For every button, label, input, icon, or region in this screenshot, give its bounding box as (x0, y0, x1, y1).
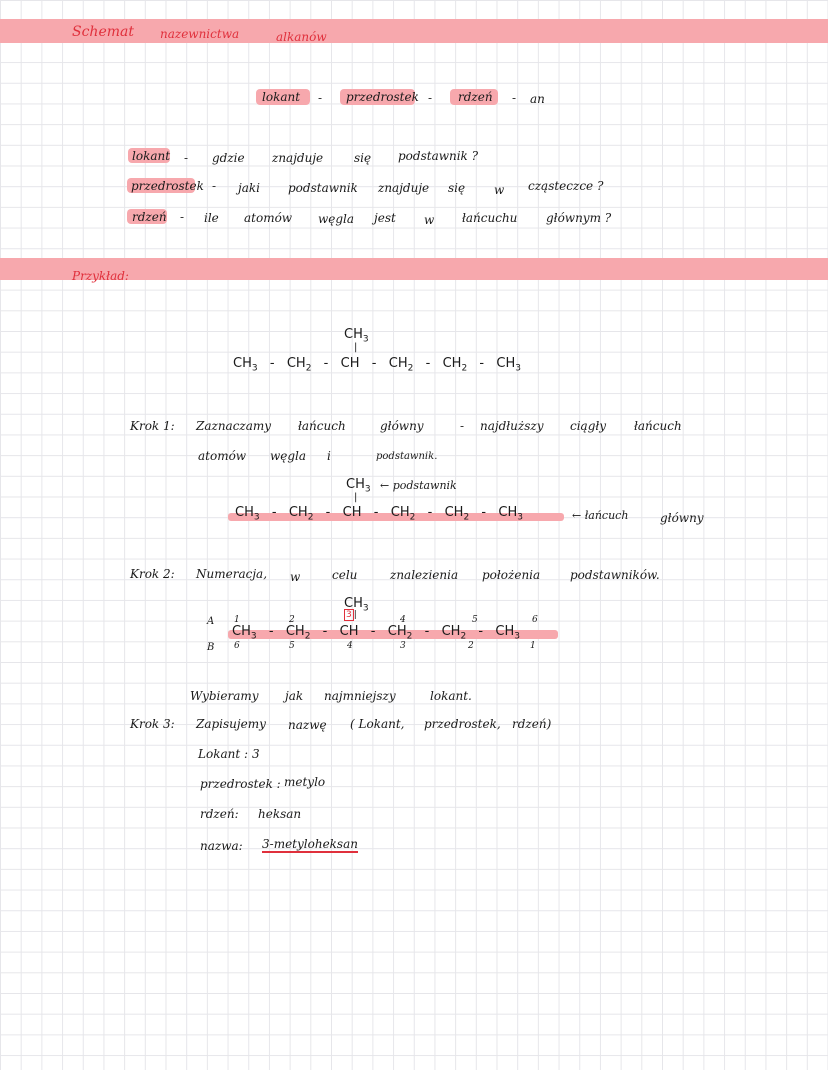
example-top-ch3: $CH_3$ (344, 327, 369, 345)
step1-w4: - (460, 419, 465, 433)
def-rdzen-label: rdzeń (132, 210, 167, 224)
step1-sub-ch3: $CH_3$ (346, 477, 371, 495)
step1-chain: $CH_3 - CH_2$ - CH - $CH_2 - CH_2 - CH_3$ (235, 505, 523, 523)
step1-sub-note: ← podstawnik (380, 479, 457, 492)
def-rdzen-w6: łańcuchu (462, 211, 518, 225)
def-lokant-w1: gdzie (212, 151, 245, 165)
step3-nazwa-label: nazwa: (200, 839, 243, 853)
example-chain: $CH_3 - CH_2$ - CH - $CH_2 - CH_2 - CH_3$ (233, 356, 521, 374)
def-rdzen-w7: głównym ? (546, 211, 612, 225)
step3-w5: rdzeń) (512, 717, 552, 731)
def-rdzen-w2: atomów (244, 211, 293, 225)
step3-w1: Zapisujemy (196, 717, 266, 731)
header-word-3: alkanów (276, 30, 327, 44)
step1-chain-note: ← łańcuch (572, 509, 629, 522)
step3-w3: ( Lokant, (350, 717, 405, 731)
def-lokant-dash: - (184, 151, 189, 165)
num-a-5: 5 (472, 615, 478, 625)
step2-w4: znalezienia (390, 568, 459, 582)
num-b-4: 4 (347, 641, 353, 651)
num-b-2: 2 (468, 641, 474, 651)
step3-przedrostek-value: metylo (284, 775, 326, 789)
step1-w1: Zaznaczamy (196, 419, 272, 433)
step3-w2: nazwę (288, 718, 327, 732)
example-label: Przykład: (72, 269, 129, 283)
formula-dash-2: - (428, 91, 433, 105)
def-przedrostek-w2: podstawnik (288, 181, 358, 195)
step3-nazwa-value: 3-metyloheksan (262, 837, 358, 851)
formula-dash-1: - (318, 91, 323, 105)
step2-w1: Numeracja, (196, 567, 268, 581)
step3-przedrostek-label: przedrostek : (200, 777, 281, 791)
step2-sub-box: 3 | (346, 610, 357, 620)
step1-l2-w3: i (327, 449, 331, 463)
choose-w1: Wybieramy (190, 689, 259, 703)
step2-label: Krok 2: (130, 567, 175, 581)
step1-sub-bond: | (354, 492, 358, 503)
def-lokant-w3: się (354, 151, 372, 165)
header-word-1: Schemat (72, 24, 134, 40)
step1-w5: najdłuższy (480, 419, 544, 433)
num-a-1: 1 (234, 615, 240, 625)
step2-w3: celu (332, 568, 358, 582)
def-rdzen-w4: jest (374, 211, 396, 225)
step2-chain: $CH_3 - CH_2$ - CH - $CH_2 - CH_2 - CH_3$ (232, 624, 520, 642)
header-word-2: nazewnictwa (160, 27, 240, 41)
step1-chain-note2: główny (660, 511, 704, 525)
step3-lokant-label: Lokant : (198, 747, 249, 761)
def-przedrostek-w3: znajduje (378, 181, 430, 195)
step2-w6: podstawników. (570, 568, 660, 582)
def-przedrostek-w4: się (448, 181, 466, 195)
formula-rdzen: rdzeń (458, 90, 493, 104)
def-rdzen-w3: węgla (318, 212, 355, 226)
num-b-5: 5 (289, 641, 295, 651)
choose-w4: lokant. (430, 689, 472, 703)
step2-w5: położenia (482, 568, 541, 582)
step1-w6: ciągły (570, 419, 607, 433)
def-przedrostek-w6: cząsteczce ? (528, 179, 604, 193)
def-lokant-w2: znajduje (272, 151, 324, 165)
formula-przedrostek: przedrostek (346, 90, 419, 104)
step1-label: Krok 1: (130, 419, 175, 433)
choose-w2: jak (285, 689, 304, 703)
step1-l2-w1: atomów (198, 449, 247, 463)
step3-rdzen-value: heksan (258, 807, 302, 821)
def-przedrostek-label: przedrostek (131, 179, 204, 193)
def-lokant-label: lokant (132, 149, 171, 163)
step2-sub-ch3: $CH_3$ (344, 596, 369, 614)
num-a-6: 6 (532, 615, 538, 625)
num-b-3: 3 (400, 641, 406, 651)
step3-rdzen-label: rdzeń: (200, 807, 239, 821)
step1-w3: główny (380, 419, 424, 433)
num-b-1: 1 (530, 641, 536, 651)
def-rdzen-w1: ile (204, 211, 219, 225)
def-lokant-w4: podstawnik ? (398, 149, 479, 163)
step1-l2-w4: podstawnik. (376, 451, 438, 462)
def-przedrostek-w5: w (494, 183, 505, 197)
def-przedrostek-w1: jaki (238, 181, 260, 195)
num-b-6: 6 (234, 641, 240, 651)
def-rdzen-w5: w (424, 213, 435, 227)
num-a-2: 2 (289, 615, 295, 625)
choose-w3: najmniejszy (324, 689, 396, 703)
formula-an: an (530, 92, 545, 106)
example-top-bond: | (354, 342, 358, 353)
num-a-4: 4 (400, 615, 406, 625)
def-przedrostek-dash: - (212, 179, 217, 193)
step1-l2-w2: węgla (270, 449, 307, 463)
step3-lokant-value: 3 (252, 747, 260, 761)
step2-row-b: B (207, 642, 215, 653)
def-rdzen-dash: - (180, 210, 185, 224)
formula-dash-3: - (512, 91, 517, 105)
step3-label: Krok 3: (130, 717, 175, 731)
formula-lokant: lokant (262, 90, 301, 104)
step3-w4: przedrostek, (424, 717, 501, 731)
step1-w7: łańcuch (634, 419, 682, 433)
step1-w2: łańcuch (298, 419, 346, 433)
step2-row-a: A (207, 616, 215, 627)
step2-w2: w (290, 570, 301, 584)
